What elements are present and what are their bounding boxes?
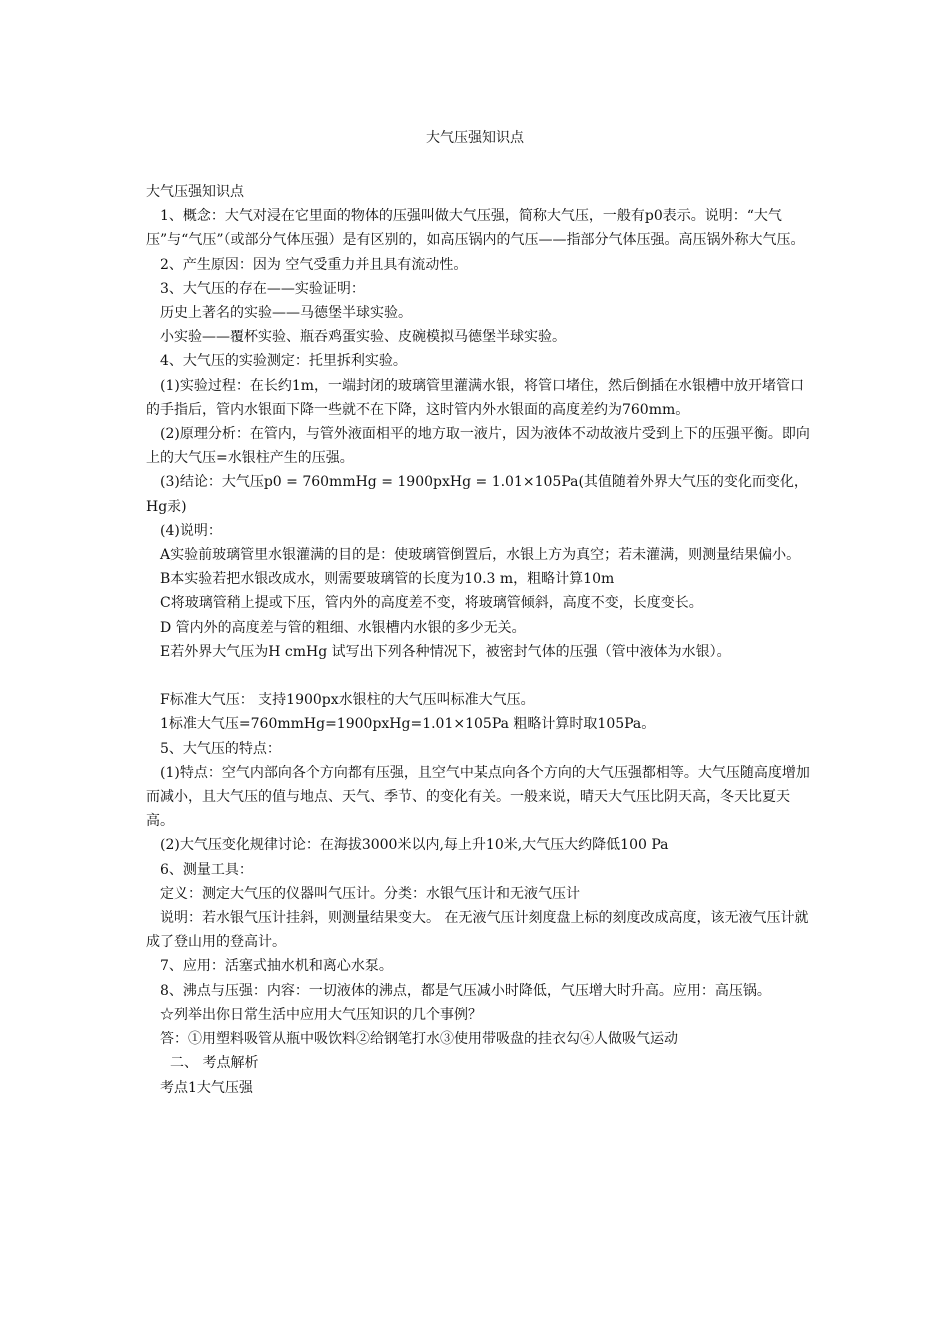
paragraph-famous-experiment: 历史上著名的实验——马德堡半球实验。 bbox=[160, 305, 412, 322]
paragraph-measurement: 4、大气压的实验测定：托里拆利实验。 bbox=[160, 353, 407, 370]
blank-line bbox=[146, 664, 810, 688]
paragraph-small-experiments: 小实验——覆杯实验、瓶吞鸡蛋实验、皮碗模拟马德堡半球实验。 bbox=[160, 329, 566, 346]
paragraph-concept: 1、概念：大气对浸在它里面的物体的压强叫做大气压强，简称大气压，一般有p0表示。说明：“大气压”与“气压”（或部分气体压强）是有区别的，如高压锅内的气压——指部分气体压强。高压锅外称大气压。 bbox=[146, 208, 805, 249]
document-title: 大气压强知识点 bbox=[426, 130, 524, 146]
paragraph-experiment-process: (1)实验过程：在长约1m，一端封闭的玻璃管里灌满水银，将管口堵住，然后倒插在水银槽中放开堵管口的手指后，管内水银面下降一些就不在下降，这时管内外水银面的高度差约为760mm。 bbox=[146, 377, 805, 418]
paragraph-standard-pressure: 1标准大气压=760mmHg=1900pxHg=1.01×105Pa 粗略计算时取105Pa。 bbox=[160, 716, 656, 733]
paragraph-conclusion: (3)结论：大气压p0 = 760mmHg = 1900pxHg = 1.01×105Pa(其值随着外界大气压的变化而变化，Hg汞) bbox=[146, 474, 808, 515]
paragraph-applications: 7、应用：活塞式抽水机和离心水泵。 bbox=[160, 958, 393, 975]
section-heading: 大气压强知识点 bbox=[146, 184, 244, 200]
paragraph-answer: 答：①用塑料吸管从瓶中吸饮料②给钢笔打水③使用带吸盘的挂衣勾④人做吸气运动 bbox=[160, 1031, 678, 1048]
paragraph-note-a: A实验前玻璃管里水银灌满的目的是：使玻璃管倒置后，水银上方为真空；若未灌满，则测量结果偏小。 bbox=[160, 547, 801, 564]
paragraph-tools: 6、测量工具： bbox=[160, 861, 253, 878]
paragraph-note-c: C将玻璃管稍上提或下压，管内外的高度差不变，将玻璃管倾斜，高度不变，长度变长。 bbox=[160, 595, 703, 612]
paragraph-cause: 2、产生原因：因为 空气受重力并且具有流动性。 bbox=[160, 256, 468, 273]
paragraph-tools-note: 说明：若水银气压计挂斜，则测量结果变大。 在无液气压计刻度盘上标的刻度改成高度，该无液气压计就成了登山用的登高计。 bbox=[146, 910, 809, 951]
paragraph-boiling-point: 8、沸点与压强：内容：一切液体的沸点，都是气压减小时降低，气压增大时升高。应用：高压锅。 bbox=[160, 982, 771, 999]
paragraph-note-b: B本实验若把水银改成水，则需要玻璃管的长度为10.3 m，粗略计算10m bbox=[160, 571, 615, 588]
paragraph-question: ☆列举出你日常生活中应用大气压知识的几个事例？ bbox=[160, 1006, 482, 1023]
paragraph-characteristics-1: (1)特点：空气内部向各个方向都有压强，且空气中某点向各个方向的大气压强都相等。大气压随高度增加而减小，且大气压的值与地点、天气、季节、的变化有关。一般来说，晴天大气压比阴天高，冬天比夏天高。 bbox=[146, 764, 810, 830]
paragraph-note-f: F标准大气压： 支持1900px水银柱的大气压叫标准大气压。 bbox=[160, 692, 535, 709]
paragraph-exam-point: 考点1大气压强 bbox=[160, 1079, 253, 1096]
paragraph-principle: (2)原理分析：在管内，与管外液面相平的地方取一液片，因为液体不动故液片受到上下的压强平衡。即向上的大气压=水银柱产生的压强。 bbox=[146, 426, 810, 467]
paragraph-characteristics: 5、大气压的特点： bbox=[160, 740, 281, 757]
paragraph-note-e: E若外界大气压为H cmHg 试写出下列各种情况下，被密封气体的压强（管中液体为水银）。 bbox=[160, 643, 731, 660]
paragraph-tools-definition: 定义：测定大气压的仪器叫气压计。分类：水银气压计和无液气压计 bbox=[160, 885, 580, 902]
paragraph-characteristics-2: (2)大气压变化规律讨论：在海拔3000米以内,每上升10米,大气压大约降低100 Pa bbox=[160, 837, 669, 854]
paragraph-section-two: 二、 考点解析 bbox=[170, 1055, 259, 1072]
paragraph-note-d: D 管内外的高度差与管的粗细、水银槽内水银的多少无关。 bbox=[160, 619, 526, 636]
paragraph-notes-heading: (4)说明： bbox=[160, 522, 222, 539]
paragraph-existence: 3、大气压的存在——实验证明： bbox=[160, 280, 365, 297]
document-body bbox=[146, 180, 810, 1100]
